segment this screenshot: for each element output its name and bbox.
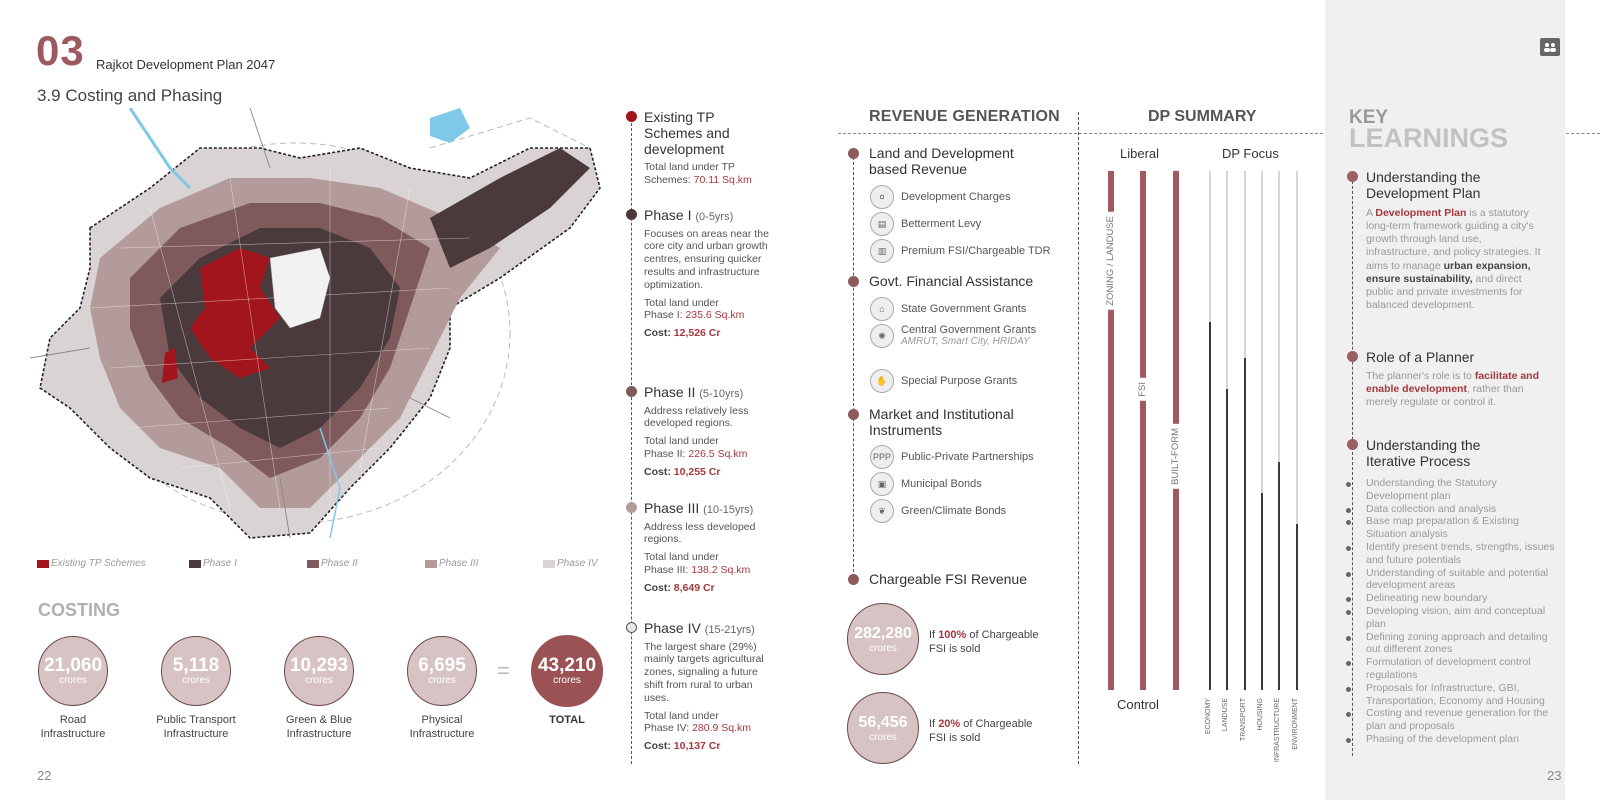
bar-built-form-label: BUILT-FORM (1170, 424, 1181, 489)
revenue-item-ppp: PPP Public-Private Partnerships (870, 445, 1034, 469)
page-number-right: 23 (1547, 768, 1562, 783)
focus-fill-transport (1244, 358, 1246, 690)
focus-label-housing: HOUSING (1256, 698, 1264, 731)
focus-label-transport: TRANSPORT (1239, 698, 1247, 742)
focus-label-environment: ENVIRONMENT (1291, 698, 1299, 750)
dp-focus-label: DP Focus (1222, 146, 1279, 161)
revenue-dot-fsi (848, 574, 859, 585)
legend-existing-tp: Existing TP Schemes (37, 558, 146, 569)
cost-green-blue-label: Green & Blue Infrastructure (285, 714, 353, 740)
fsi-text-20: If 20% of Chargeable FSI is sold (929, 718, 1033, 745)
dp-summary-title: DP SUMMARY (1148, 108, 1257, 125)
hand-icon: ✋ (870, 369, 894, 393)
list-item: Costing and revenue generation for the plan and proposals (1366, 707, 1556, 733)
cost-road-circle: 21,060 crores (38, 636, 108, 706)
fsi-circle-100: 282,280 crores (847, 603, 919, 675)
phase-dot-4 (626, 622, 637, 633)
user-group-icon (1540, 38, 1560, 56)
bar-fsi (1140, 171, 1146, 690)
cost-total-label: TOTAL (549, 714, 585, 726)
revenue-dot-1 (848, 148, 859, 159)
focus-fill-environment (1296, 524, 1298, 690)
chapter-number: 03 (36, 27, 85, 74)
kl-heading-iterative: Understanding the Iterative Process (1366, 437, 1481, 470)
key-learnings-title-key: KEY (1349, 107, 1389, 128)
phase-dot-existing (626, 111, 637, 122)
list-item: Delineating new boundary (1366, 592, 1556, 605)
section-title: 3.9 Costing and Phasing (37, 86, 223, 105)
kl-dot-2 (1347, 351, 1358, 362)
bar-zoning-label: ZONING / LANDUSE (1105, 212, 1116, 310)
costing-title: COSTING (38, 600, 121, 620)
phase-dot-3 (626, 502, 637, 513)
equals-sign: = (497, 658, 510, 683)
focus-fill-housing (1261, 493, 1263, 690)
coins-icon: ¤ (870, 185, 894, 209)
page-number-left: 22 (37, 768, 52, 783)
government-icon: ⌂ (870, 297, 894, 321)
header-divider (838, 133, 1328, 134)
cost-road-label: Road Infrastructure (40, 714, 106, 740)
revenue-heading-market: Market and Institutional Instruments (869, 406, 1014, 439)
phase-1: Phase I (0-5yrs) Focuses on areas near the core city and urban growth centres, ensuring quicker results and infrastructure optimization. Total land under Phase I: 235.6 Sq.km Cost: 12,526 Cr (644, 207, 769, 340)
phase-4: Phase IV (15-21yrs) The largest share (29%) mainly targets agricultural zones, signaling a future shift from rural to urban uses. Total land under Phase IV: 280.9 Sq.km Cost: 10,137 Cr (644, 620, 764, 753)
phasing-map (30, 108, 615, 548)
phase-dot-2 (626, 386, 637, 397)
phase-2: Phase II (5-10yrs) Address relatively less developed regions. Total land under Phase II: 226.5 Sq.km Cost: 10,255 Cr (644, 384, 749, 478)
focus-label-infrastructure: INFRASTRUCTURE (1274, 698, 1282, 763)
legend-phase-1: Phase I (189, 558, 237, 569)
revenue-item-special-grants: ✋ Special Purpose Grants (870, 369, 1017, 393)
phase-3: Phase III (10-15yrs) Address less developed regions. Total land under Phase III: 138.2 Sq.km Cost: 8,649 Cr (644, 500, 756, 594)
list-item: Formulation of development control regulations (1366, 656, 1556, 682)
building-icon: ▥ (870, 239, 894, 263)
fsi-revenue-heading: Chargeable FSI Revenue (869, 571, 1027, 587)
kl-text-role: The planner's role is to facilitate and enable development, rather than merely regulate or control it. (1366, 370, 1540, 409)
revenue-item-premium-fsi: ▥ Premium FSI/Chargeable TDR (870, 239, 1051, 263)
cost-transport-label: Public Transport Infrastructure (156, 714, 236, 740)
emblem-icon: ✺ (870, 324, 894, 348)
list-item: Data collection and analysis (1366, 503, 1556, 516)
phase-existing-tp: Existing TP Schemes and development Total land under TP Schemes: 70.11 Sq.km (644, 109, 752, 187)
revenue-item-state-grants: ⌂ State Government Grants (870, 297, 1026, 321)
focus-fill-infrastructure (1278, 462, 1280, 690)
kl-dot-1 (1347, 171, 1358, 182)
header-divider-right (1566, 133, 1600, 134)
leaf-icon: ❦ (870, 499, 894, 523)
revenue-heading-land: Land and Development based Revenue (869, 145, 1014, 178)
ppp-icon: PPP (870, 445, 894, 469)
key-learnings-line (1352, 176, 1353, 756)
document-icon: ▤ (870, 212, 894, 236)
cost-green-blue-circle: 10,293 crores (284, 636, 354, 706)
revenue-dot-2 (848, 276, 859, 287)
iterative-steps-list (1366, 477, 1556, 746)
list-item: Developing vision, aim and conceptual plan (1366, 605, 1556, 631)
kl-dot-3 (1347, 439, 1358, 450)
revenue-item-green-bonds: ❦ Green/Climate Bonds (870, 499, 1006, 523)
revenue-timeline-line (853, 152, 854, 582)
cost-physical-circle: 6,695 crores (407, 636, 477, 706)
focus-fill-landuse (1226, 389, 1228, 690)
cost-total-circle: 43,210 crores (531, 635, 603, 707)
list-item: Understanding of suitable and potential development areas (1366, 567, 1556, 593)
list-item: Base map preparation & Existing Situation analysis (1366, 515, 1556, 541)
revenue-item-central-grants: ✺ Central Government Grants AMRUT, Smart City, HRIDAY (870, 324, 1036, 348)
cost-physical-label: Physical Infrastructure (409, 714, 475, 740)
dp-control-label: Control (1117, 697, 1159, 712)
fsi-circle-20: 56,456 crores (847, 692, 919, 764)
revenue-dot-3 (848, 409, 859, 420)
kl-text-dp: A Development Plan is a statutory long-term framework guiding a city's growth through land use, infrastructure, and policy strategies. It aims to manage urban expansion, ensure sustainability, and direct public and private investments for balanced development. (1366, 207, 1541, 311)
revenue-item-betterment: ▤ Betterment Levy (870, 212, 981, 236)
dp-liberal-label: Liberal (1120, 146, 1160, 161)
revenue-title: REVENUE GENERATION (869, 108, 1060, 125)
bar-fsi-label: FSI (1137, 378, 1148, 401)
list-item: Phasing of the development plan (1366, 733, 1556, 746)
revenue-heading-govt: Govt. Financial Assistance (869, 273, 1034, 289)
revenue-item-municipal-bonds: ▣ Municipal Bonds (870, 472, 982, 496)
column-divider (1078, 112, 1079, 764)
focus-label-landuse: LANDUSE (1222, 698, 1230, 732)
legend-phase-2: Phase II (307, 558, 358, 569)
kl-heading-dp: Understanding the Development Plan (1366, 169, 1481, 202)
list-item: Understanding the Statutory Development plan (1366, 477, 1556, 503)
fsi-text-100: If 100% of Chargeable FSI is sold (929, 629, 1039, 656)
phase-dot-1 (626, 209, 637, 220)
list-item: Proposals for Infrastructure, GBI, Transportation, Economy and Housing (1366, 682, 1556, 708)
focus-label-economy: ECONOMY (1205, 698, 1212, 735)
bond-icon: ▣ (870, 472, 894, 496)
focus-fill-economy (1209, 322, 1211, 690)
list-item: Defining zoning approach and detailing out different zones (1366, 631, 1556, 657)
cost-transport-circle: 5,118 crores (161, 636, 231, 706)
key-learnings-title-learnings: LEARNINGS (1349, 123, 1509, 153)
legend-phase-4: Phase IV (543, 558, 598, 569)
legend-phase-3: Phase III (425, 558, 478, 569)
list-item: Identify present trends, strengths, issues and future potentials (1366, 540, 1555, 566)
revenue-item-dev-charges: ¤ Development Charges (870, 185, 1010, 209)
chapter-title: Rajkot Development Plan 2047 (96, 57, 276, 72)
map-legend (37, 558, 607, 572)
kl-heading-role: Role of a Planner (1366, 349, 1475, 365)
